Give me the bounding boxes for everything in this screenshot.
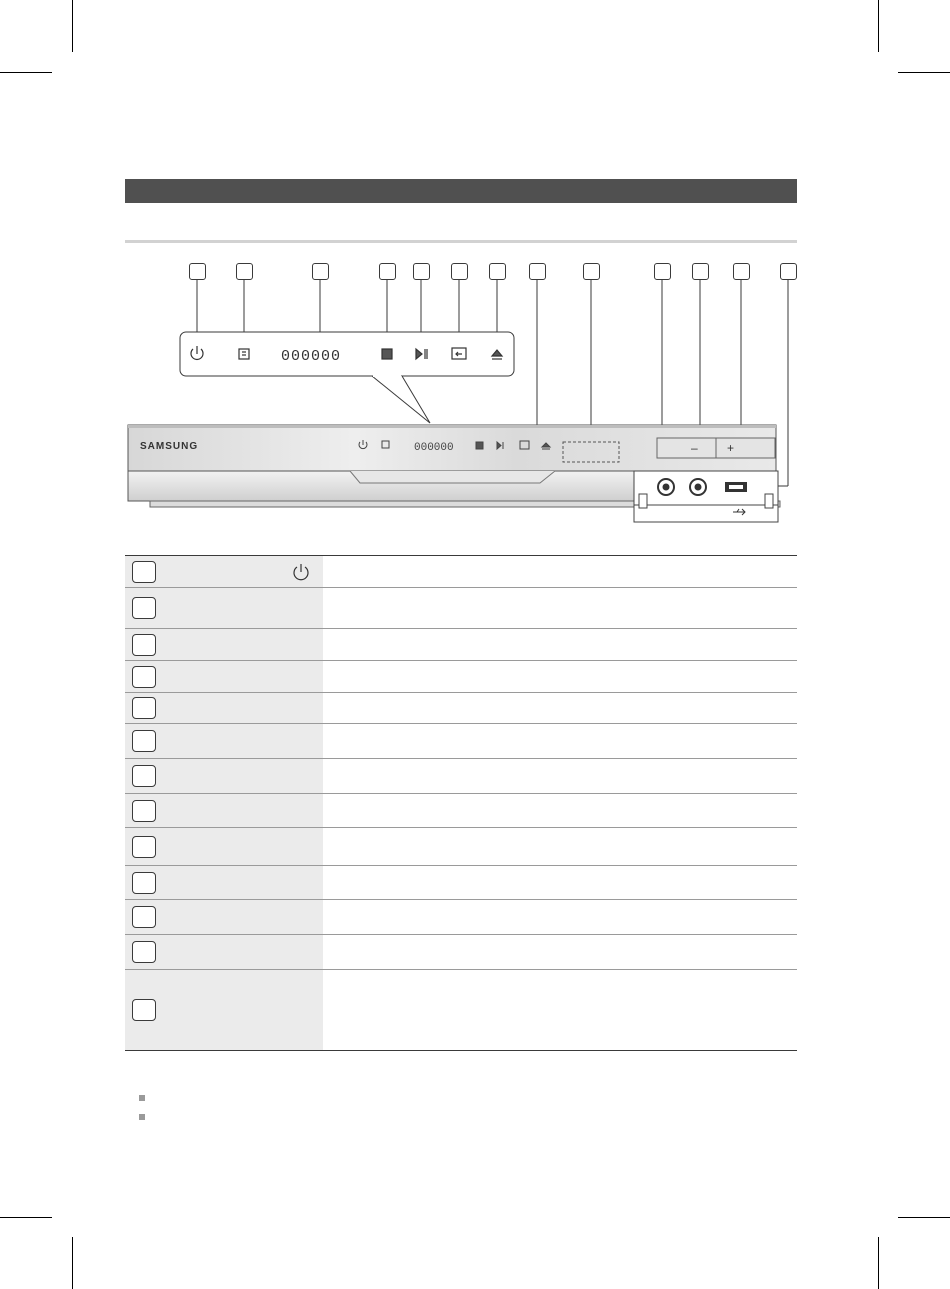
crop-mark [72,0,73,52]
callout-1 [189,263,206,280]
power-icon [291,562,311,582]
crop-mark [0,1217,52,1218]
svg-text:–: – [691,441,698,455]
crop-mark [898,72,950,73]
row-number-box [132,666,156,688]
callout-12 [733,263,750,280]
callout-9 [583,263,600,280]
row-number-box [132,597,156,619]
callout-11 [692,263,709,280]
parts-table [125,555,797,1051]
row-number-box [132,697,156,719]
table-row [125,935,797,970]
table-row [125,794,797,828]
table-row [125,588,797,629]
table-row [125,693,797,724]
callout-4 [379,263,396,280]
svg-text:+: + [727,441,735,455]
callout-2 [236,263,253,280]
crop-mark [72,1237,73,1289]
section-header-bar [125,179,797,203]
brand-logo: SAMSUNG [140,441,199,452]
callout-3 [312,263,329,280]
row-number-box [132,634,156,656]
crop-mark [878,0,879,52]
callout-5 [413,263,430,280]
table-row [125,866,797,900]
row-number-box [132,941,156,963]
row-number-box [132,800,156,822]
callout-7 [489,263,506,280]
table-row [125,629,797,661]
callout-10 [654,263,671,280]
section-rule [125,240,797,243]
row-number-box [132,872,156,894]
crop-mark [0,72,52,73]
display-digits: 000000 [281,348,342,365]
row-number-box [132,561,156,583]
svg-text:000000: 000000 [414,442,454,454]
row-number-box [132,836,156,858]
crop-mark [898,1217,950,1218]
table-row [125,828,797,866]
note-bullet [139,1095,145,1101]
table-row [125,724,797,759]
table-row [125,759,797,794]
callout-13 [780,263,797,280]
table-row [125,900,797,935]
row-number-box [132,906,156,928]
note-bullet [139,1114,145,1120]
table-row [125,661,797,693]
row-number-box [132,730,156,752]
front-panel-diagram [0,255,950,555]
callout-6 [451,263,468,280]
table-row [125,970,797,1051]
callout-8 [529,263,546,280]
crop-mark [878,1237,879,1289]
table-row [125,556,797,588]
row-number-box [132,765,156,787]
row-number-box [132,999,156,1021]
